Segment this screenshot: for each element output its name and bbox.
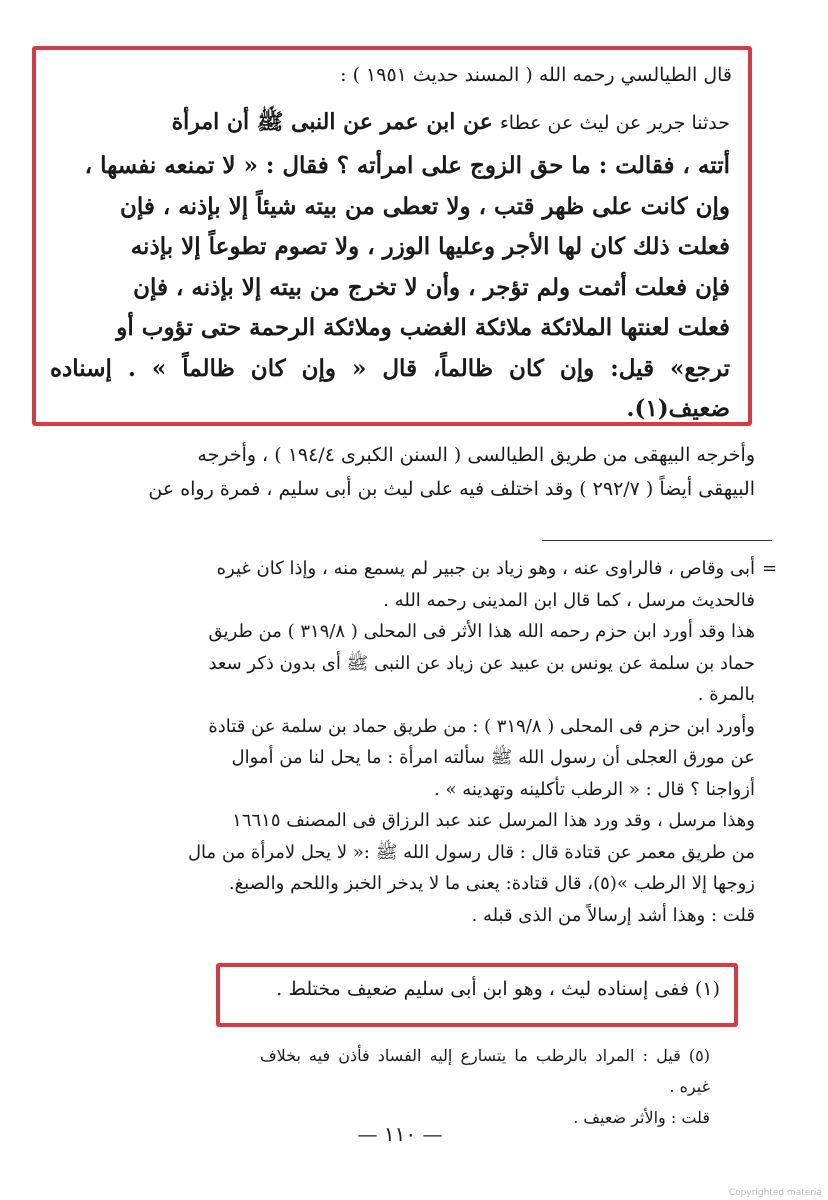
hadith-first-bold: عن ابن عمر عن النبى ﷺ أن امرأة xyxy=(171,109,493,135)
footnote-line: هذا وقد أورد ابن حزم رحمه الله هذا الأثر فى المحلى ( ٣١٩/٨ ) من طريق xyxy=(208,621,755,642)
footnote-divider xyxy=(542,540,772,541)
hadith-line: ترجع» قيل: وإن كان ظالماً، قال « وإن كان ظالماً » . إسناده ضعيف(١). xyxy=(50,354,730,422)
footnote-line: فالحديث مرسل ، كما قال ابن المدينى رحمه الله . xyxy=(383,589,755,611)
footnote-line: من طريق معمر عن قتادة قال : قال رسول الله ﷺ :« لا يحل لامرأة من مال xyxy=(187,841,755,863)
footnote-5 xyxy=(260,1040,710,1133)
footnote-line: أزواجنا ؟ قال : « الرطب تأكلينه وتهدينه » . xyxy=(434,778,755,800)
footnote-1: (١) ففى إسناده ليث ، وهو ابن أبى سليم ضعيف مختلط . xyxy=(276,978,720,1000)
footnote-line: زوجها إلا الرطب »(٥)، قال قتادة: يعنى ما لا يدخر الخبز واللحم والصبغ. xyxy=(228,873,755,894)
continuation-mark: = xyxy=(762,558,778,579)
hadith-chain: حدثنا جرير عن ليث عن عطاء xyxy=(499,112,730,134)
hadith-line: فعلت ذلك كان لها الأجر وعليها الوزر ، ولا تصوم تطوعاً إلا بإذنه xyxy=(130,233,730,260)
page-number: — ١١٠ — xyxy=(357,1122,443,1146)
hadith-text xyxy=(50,146,730,430)
intro-line: قال الطيالسي رحمه الله ( المسند حديث ١٩٥١ ) : xyxy=(340,64,732,86)
takhrij-paragraph xyxy=(40,438,755,506)
hadith-line: وإن كانت على ظهر قتب ، ولا تعطى من بيته شيئاً إلا بإذنه ، فإن xyxy=(119,192,730,220)
footnote-line: قلت : والأثر ضعيف . xyxy=(573,1108,710,1127)
hadith-line: فعلت لعنتها الملائكة ملائكة الغضب وملائكة الرحمة حتى تؤوب أو xyxy=(116,314,730,341)
footnote-line: قلت : وهذا أشد إرسالاً من الذى قبله . xyxy=(471,904,755,926)
text-line: وأخرجه البيهقى من طريق الطيالسى ( السنن الكبرى ١٩٤/٤ ) ، وأخرجه xyxy=(197,444,755,466)
footnote-continuation xyxy=(40,553,755,931)
footnote-line: أبى وقاص ، فالراوى عنه ، وهو زياد بن جبير لم يسمع منه ، وإذا كان غيره xyxy=(216,558,755,579)
hadith-line: فإن فعلت أثمت ولم تؤجر ، وأن لا تخرج من بيته إلا بإذنه ، فإن xyxy=(133,273,730,301)
hadith-first-line xyxy=(50,100,730,145)
watermark: Copyrighted materia xyxy=(728,1188,822,1198)
hadith-line: أتته ، فقالت : ما حق الزوج على امرأته ؟ فقال : « لا تمنعه نفسها ، xyxy=(84,152,730,179)
text-line: البيهقى أيضاً ( ٢٩٢/٧ ) وقد اختلف فيه على ليث بن أبى سليم ، فمرة رواه عن xyxy=(148,478,755,500)
footnote-line: وأورد ابن حزم فى المحلى ( ٣١٩/٨ ) : من طريق حماد بن سلمة عن قتادة xyxy=(208,715,755,737)
footnote-line: بالمرة . xyxy=(697,684,755,705)
footnote-line: (٥) قيل : المراد بالرطب ما يتسارع إليه الفساد فأذن فيه بخلاف غيره . xyxy=(260,1046,710,1096)
footnote-line: عن مورق العجلى أن رسول الله ﷺ سألته امرأة : ما يحل لنا من أموال xyxy=(231,747,755,768)
footnote-line: حماد بن سلمة عن يونس بن عبيد عن زياد عن النبى ﷺ أى بدون ذكر سعد xyxy=(208,652,755,674)
footnote-line: وهذا مرسل ، وقد ورد هذا المرسل عند عبد الرزاق فى المصنف ١٦٦١٥ xyxy=(232,810,755,831)
